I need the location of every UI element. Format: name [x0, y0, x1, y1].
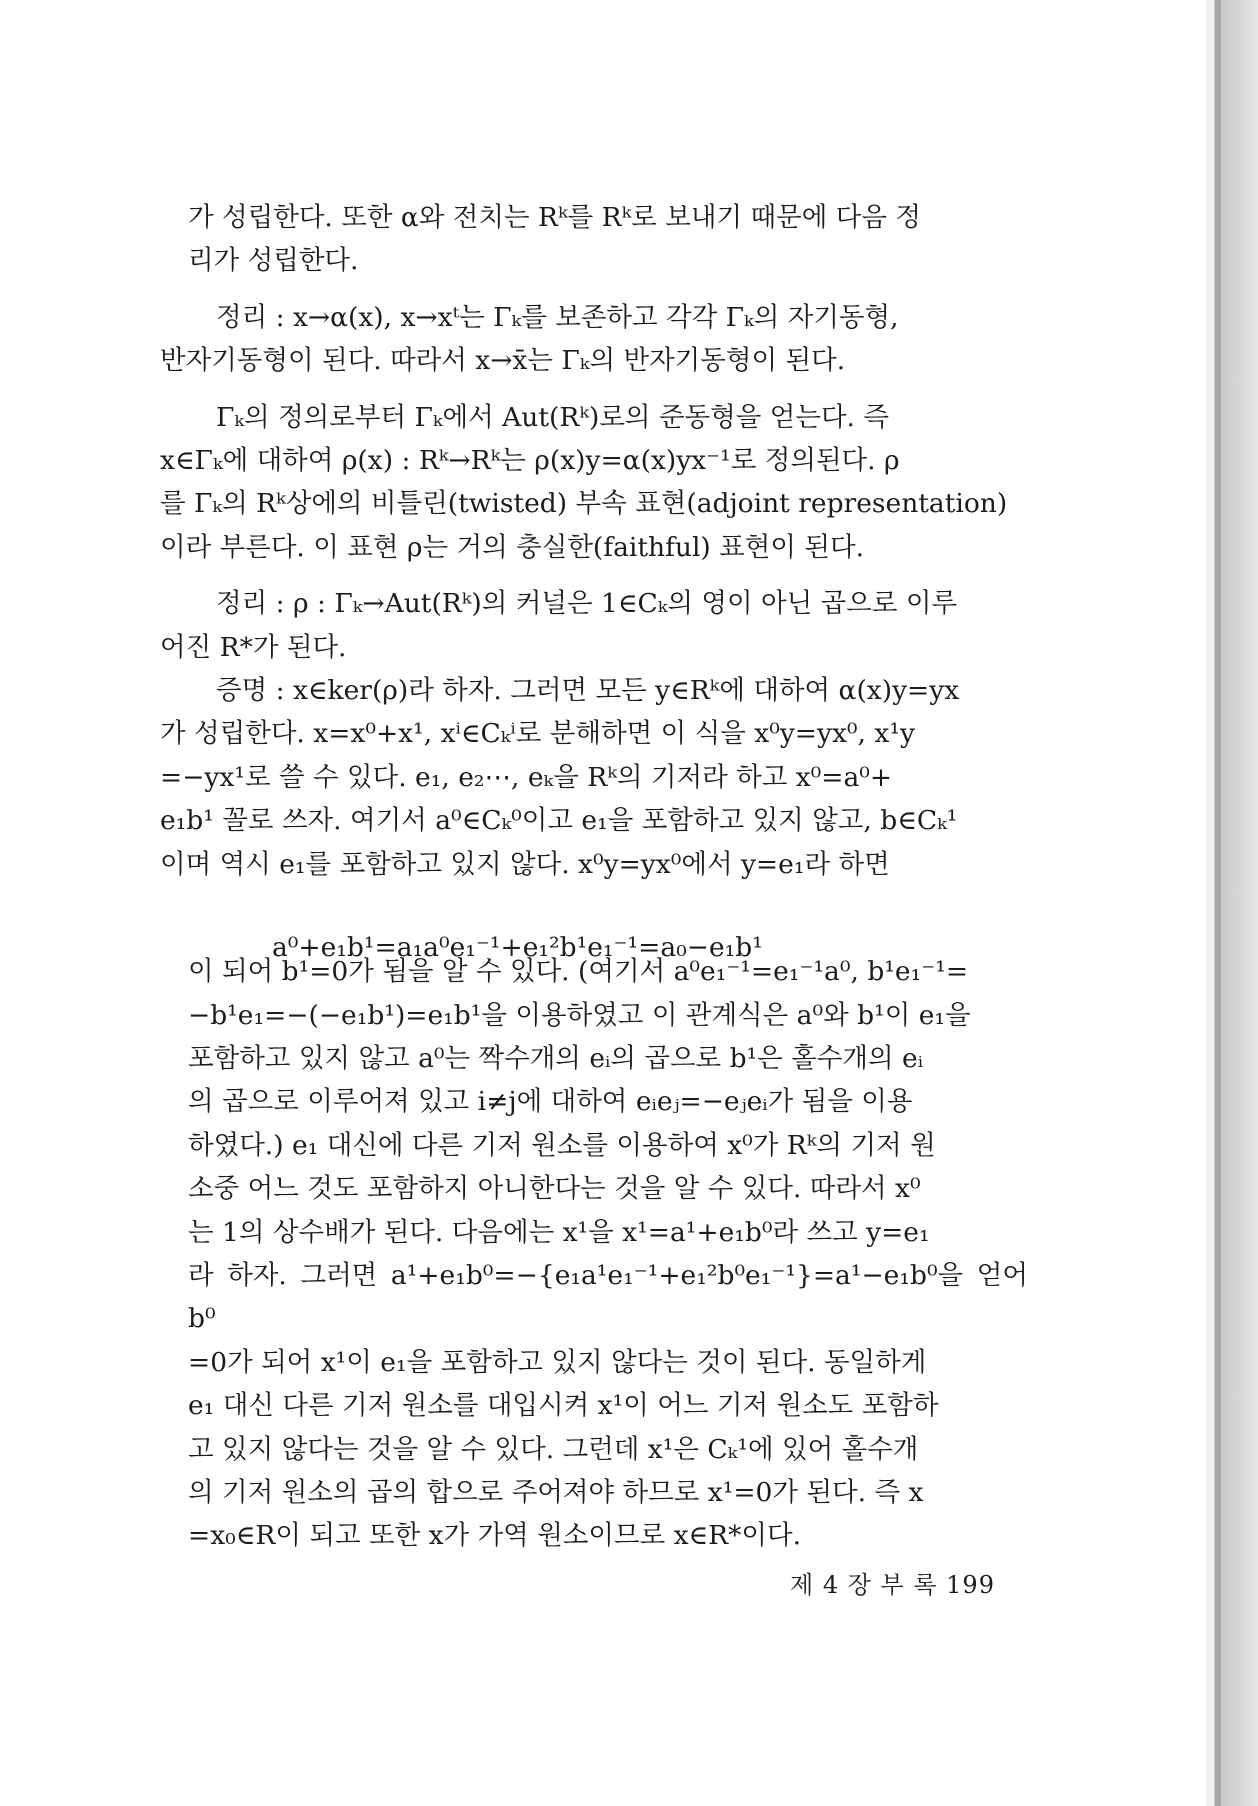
text-line: 정리 : x→α(x), x→xᵗ는 Γₖ를 보존하고 각각 Γₖ의 자기동형, — [216, 301, 899, 333]
text-line: 소중 어느 것도 포함하지 아니한다는 것을 알 수 있다. 따라서 x⁰ — [188, 1173, 921, 1205]
text-line: Γₖ의 정의로부터 Γₖ에서 Aut(Rᵏ)로의 준동형을 얻는다. 즉 — [216, 401, 890, 433]
text-line: 의 곱으로 이루어져 있고 i≠j에 대하여 eᵢeⱼ=−eⱼeᵢ가 됨을 이용 — [188, 1086, 913, 1118]
text-line: =x₀∈R이 되고 또한 x가 가역 원소이므로 x∈R*이다. — [188, 1520, 802, 1552]
proof-paragraph — [160, 669, 1028, 886]
text-line: 가 성립한다. 또한 α와 전치는 Rᵏ를 Rᵏ로 보내기 때문에 다음 정 — [188, 202, 921, 233]
paragraph — [188, 950, 1028, 1558]
text-line: 증명 : x∈ker(ρ)라 하자. 그러면 모든 y∈Rᵏ에 대하여 α(x)y=yx — [216, 675, 960, 707]
text-line: 를 Γₖ의 Rᵏ상에의 비틀린(twisted) 부속 표현(adjoint representation) — [160, 488, 1008, 520]
body-text — [160, 196, 1028, 1558]
text-line: 반자기동형이 된다. 따라서 x→x̄는 Γₖ의 반자기동형이 된다. — [160, 345, 846, 377]
paragraph — [188, 196, 1028, 283]
text-line: 는 1의 상수배가 된다. 다음에는 x¹을 x¹=a¹+e₁b⁰라 쓰고 y=e₁ — [188, 1216, 930, 1248]
text-line: −b¹e₁=−(−e₁b¹)=e₁b¹을 이용하였고 이 관계식은 a⁰와 b¹이 e₁을 — [188, 999, 971, 1031]
text-line: x∈Γₖ에 대하여 ρ(x) : Rᵏ→Rᵏ는 ρ(x)y=α(x)yx⁻¹로 정의된다. ρ — [160, 445, 900, 477]
text-line: 이라 부른다. 이 표현 ρ는 거의 충실한(faithful) 표현이 된다. — [160, 531, 865, 563]
text-line: 하였다.) e₁ 대신에 다른 기저 원소를 이용하여 x⁰가 Rᵏ의 기저 원 — [188, 1129, 936, 1161]
text-line: =−yx¹로 쓸 수 있다. e₁, e₂⋯, eₖ을 Rᵏ의 기저라 하고 x⁰=a⁰+ — [160, 761, 893, 793]
text-line: e₁ 대신 다른 기저 원소를 대입시켜 x¹이 어느 기저 원소도 포함하 — [188, 1390, 939, 1422]
text-line: 라 하자. 그러면 a¹+e₁b⁰=−{e₁a¹e₁⁻¹+e₁²b⁰e₁⁻¹}=a¹−e₁b⁰을 얻어 b⁰ — [188, 1259, 1028, 1335]
text-line: =0가 되어 x¹이 e₁을 포함하고 있지 않다는 것이 된다. 동일하게 — [188, 1346, 927, 1378]
text-line: e₁b¹ 꼴로 쓰자. 여기서 a⁰∈Cₖ⁰이고 e₁을 포함하고 있지 않고, b∈Cₖ¹ — [160, 805, 958, 837]
text-line: 포함하고 있지 않고 a⁰는 짝수개의 eᵢ의 곱으로 b¹은 홀수개의 eᵢ — [188, 1042, 924, 1074]
display-formula: a⁰+e₁b¹=a₁a⁰e₁⁻¹+e₁²b¹e₁⁻¹=a₀−e₁b¹ — [272, 932, 763, 963]
text-line: 정리 : ρ : Γₖ→Aut(Rᵏ)의 커널은 1∈Cₖ의 영이 아닌 곱으로 이루 — [216, 588, 958, 620]
text-line: 고 있지 않다는 것을 알 수 있다. 그런데 x¹은 Cₖ¹에 있어 홀수개 — [188, 1433, 919, 1465]
text-line: 이며 역시 e₁를 포함하고 있지 않다. x⁰y=yx⁰에서 y=e₁라 하면 — [160, 848, 890, 880]
text-line: 어진 R*가 된다. — [160, 631, 347, 663]
page-footer: 제 4 장 부 록 199 — [790, 1571, 995, 1599]
theorem-paragraph — [160, 296, 1028, 383]
text-line: 가 성립한다. x=x⁰+x¹, xⁱ∈Cₖⁱ로 분해하면 이 식을 x⁰y=yx⁰, x¹y — [160, 718, 915, 750]
page-stack — [1221, 0, 1258, 1806]
text-line: 이 되어 b¹=0가 됨을 알 수 있다. (여기서 a⁰e₁⁻¹=e₁⁻¹a⁰, b¹e₁⁻¹= — [188, 956, 969, 988]
theorem-paragraph — [160, 582, 1028, 669]
page-edge — [1206, 0, 1215, 1806]
text-line: 리가 성립한다. — [188, 245, 359, 277]
text-line: 의 기저 원소의 곱의 합으로 주어져야 하므로 x¹=0가 된다. 즉 x — [188, 1476, 924, 1508]
paragraph — [160, 396, 1028, 570]
